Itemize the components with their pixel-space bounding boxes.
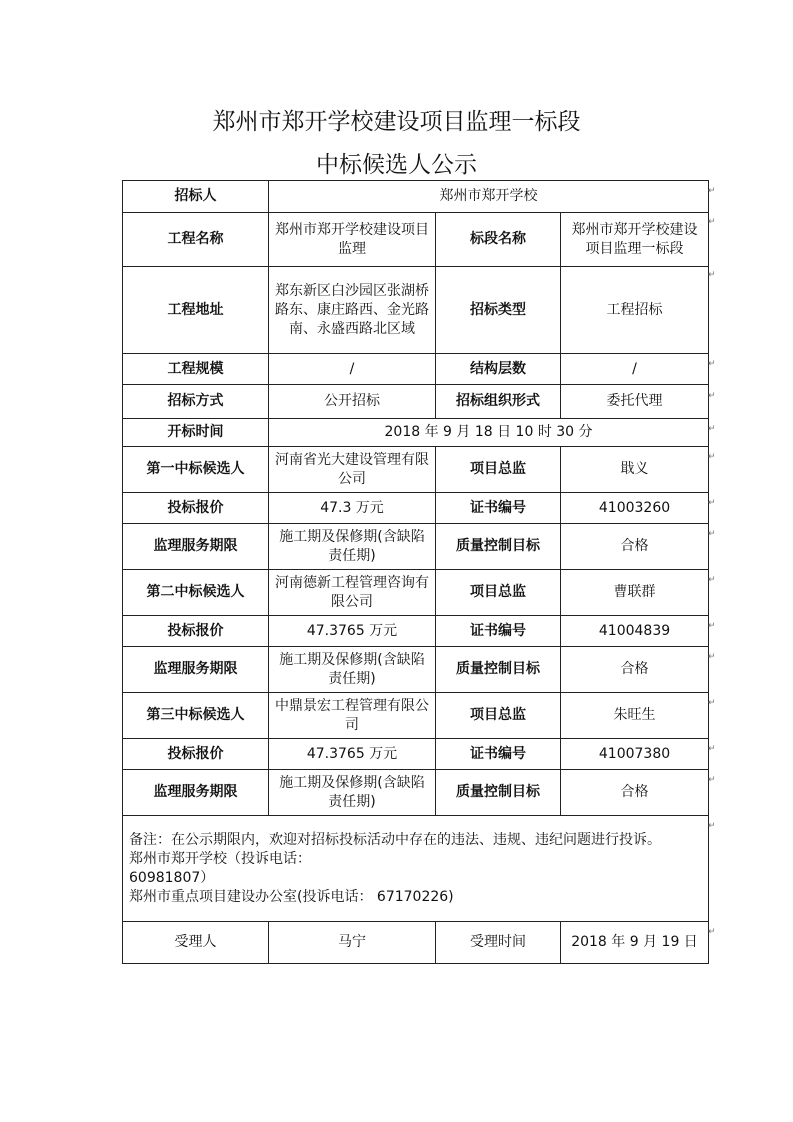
- row-period-2: [123, 647, 709, 693]
- quality-value: 合格: [561, 770, 709, 816]
- tenderer-value: 郑州市郑开学校: [269, 181, 709, 213]
- paragraph-mark-icon: ↵: [708, 270, 716, 280]
- paragraph-mark-icon: ↵: [708, 359, 716, 369]
- candidate-company: 河南省光大建设管理有限公司: [269, 447, 436, 493]
- row-opening-time: [123, 419, 709, 447]
- notes-line: 郑州市郑开学校（投诉电话：: [129, 850, 311, 867]
- receiver-label: 受理人: [123, 922, 269, 964]
- director-value: 朱旺生: [561, 693, 709, 739]
- tender-org-label: 招标组织形式: [436, 385, 561, 419]
- document-subtitle: 中标候选人公示: [316, 152, 477, 178]
- notes-line: 60981807）: [129, 869, 215, 886]
- candidate-company: 中鼎景宏工程管理有限公司: [269, 693, 436, 739]
- receive-time-value: 2018 年 9 月 19 日: [561, 922, 709, 964]
- paragraph-mark-icon: ↵: [708, 744, 716, 754]
- director-value: 曹联群: [561, 570, 709, 616]
- row-candidate-1: [123, 447, 709, 493]
- tender-method-value: 公开招标: [269, 385, 436, 419]
- director-label: 项目总监: [436, 693, 561, 739]
- receive-time-label: 受理时间: [436, 922, 561, 964]
- opening-time-value: 2018 年 9 月 18 日 10 时 30 分: [269, 419, 709, 447]
- paragraph-mark-icon: ↵: [708, 186, 716, 196]
- candidate-rank-label: 第二中标候选人: [123, 570, 269, 616]
- tenderer-label: 招标人: [123, 181, 269, 213]
- cert-label: 证书编号: [436, 493, 561, 524]
- quality-value: 合格: [561, 647, 709, 693]
- paragraph-mark-icon: ↵: [708, 927, 716, 937]
- row-tenderer: [123, 181, 709, 213]
- period-value: 施工期及保修期(含缺陷责任期): [269, 770, 436, 816]
- opening-time-label: 开标时间: [123, 419, 269, 447]
- row-project-address: [123, 267, 709, 354]
- project-address-value: 郑东新区白沙园区张湖桥路东、康庄路西、金光路南、永盛西路北区域: [269, 267, 436, 354]
- paragraph-mark-icon: ↵: [708, 621, 716, 631]
- cert-value: 41003260: [561, 493, 709, 524]
- row-bid-2: [123, 616, 709, 647]
- row-period-1: [123, 524, 709, 570]
- paragraph-mark-icon: ↵: [708, 217, 716, 227]
- paragraph-mark-icon: ↵: [708, 498, 716, 508]
- row-notes: [123, 816, 709, 922]
- director-value: 戢义: [561, 447, 709, 493]
- director-label: 项目总监: [436, 447, 561, 493]
- paragraph-mark-icon: ↵: [708, 652, 716, 662]
- candidate-rank-label: 第三中标候选人: [123, 693, 269, 739]
- period-value: 施工期及保修期(含缺陷责任期): [269, 524, 436, 570]
- period-label: 监理服务期限: [123, 524, 269, 570]
- project-name-value: 郑州市郑开学校建设项目监理: [269, 213, 436, 267]
- row-candidate-3: [123, 693, 709, 739]
- notes-line: 备注：在公示期限内，欢迎对招标投标活动中存在的违法、违规、违纪问题进行投诉。: [129, 831, 661, 848]
- section-name-value: 郑州市郑开学校建设项目监理一标段: [561, 213, 709, 267]
- receiver-value: 马宁: [269, 922, 436, 964]
- document-title: 郑州市郑开学校建设项目监理一标段: [212, 109, 581, 135]
- cert-value: 41004839: [561, 616, 709, 647]
- quality-label: 质量控制目标: [436, 524, 561, 570]
- bid-label: 投标报价: [123, 616, 269, 647]
- bid-label: 投标报价: [123, 739, 269, 770]
- paragraph-mark-icon: ↵: [708, 452, 716, 462]
- paragraph-mark-icon: ↵: [708, 529, 716, 539]
- row-period-3: [123, 770, 709, 816]
- tender-type-label: 招标类型: [436, 267, 561, 354]
- section-name-label: 标段名称: [436, 213, 561, 267]
- period-label: 监理服务期限: [123, 770, 269, 816]
- row-bid-1: [123, 493, 709, 524]
- quality-value: 合格: [561, 524, 709, 570]
- tender-org-value: 委托代理: [561, 385, 709, 419]
- quality-label: 质量控制目标: [436, 770, 561, 816]
- project-scale-value: /: [269, 354, 436, 385]
- row-tender-method: [123, 385, 709, 419]
- row-bid-3: [123, 739, 709, 770]
- tender-type-value: 工程招标: [561, 267, 709, 354]
- row-footer: [123, 922, 709, 964]
- paragraph-mark-icon: ↵: [708, 698, 716, 708]
- candidate-company: 河南德新工程管理咨询有限公司: [269, 570, 436, 616]
- bid-label: 投标报价: [123, 493, 269, 524]
- tender-method-label: 招标方式: [123, 385, 269, 419]
- candidate-rank-label: 第一中标候选人: [123, 447, 269, 493]
- project-scale-label: 工程规模: [123, 354, 269, 385]
- project-address-label: 工程地址: [123, 267, 269, 354]
- project-name-label: 工程名称: [123, 213, 269, 267]
- announcement-table: [122, 180, 709, 964]
- paragraph-mark-icon: ↵: [708, 575, 716, 585]
- structure-floors-value: /: [561, 354, 709, 385]
- cert-label: 证书编号: [436, 616, 561, 647]
- period-label: 监理服务期限: [123, 647, 269, 693]
- notes-cell: [123, 816, 709, 922]
- structure-floors-label: 结构层数: [436, 354, 561, 385]
- bid-value: 47.3765 万元: [269, 616, 436, 647]
- paragraph-mark-icon: ↵: [708, 424, 716, 434]
- notes-line: 郑州市重点项目建设办公室(投诉电话： 67170226): [129, 888, 454, 905]
- paragraph-mark-icon: ↵: [708, 391, 716, 401]
- row-candidate-2: [123, 570, 709, 616]
- director-label: 项目总监: [436, 570, 561, 616]
- cert-label: 证书编号: [436, 739, 561, 770]
- cert-value: 41007380: [561, 739, 709, 770]
- row-project-scale: [123, 354, 709, 385]
- period-value: 施工期及保修期(含缺陷责任期): [269, 647, 436, 693]
- quality-label: 质量控制目标: [436, 647, 561, 693]
- bid-value: 47.3765 万元: [269, 739, 436, 770]
- paragraph-mark-icon: ↵: [708, 821, 716, 831]
- paragraph-mark-icon: ↵: [708, 775, 716, 785]
- row-project-name: [123, 213, 709, 267]
- bid-value: 47.3 万元: [269, 493, 436, 524]
